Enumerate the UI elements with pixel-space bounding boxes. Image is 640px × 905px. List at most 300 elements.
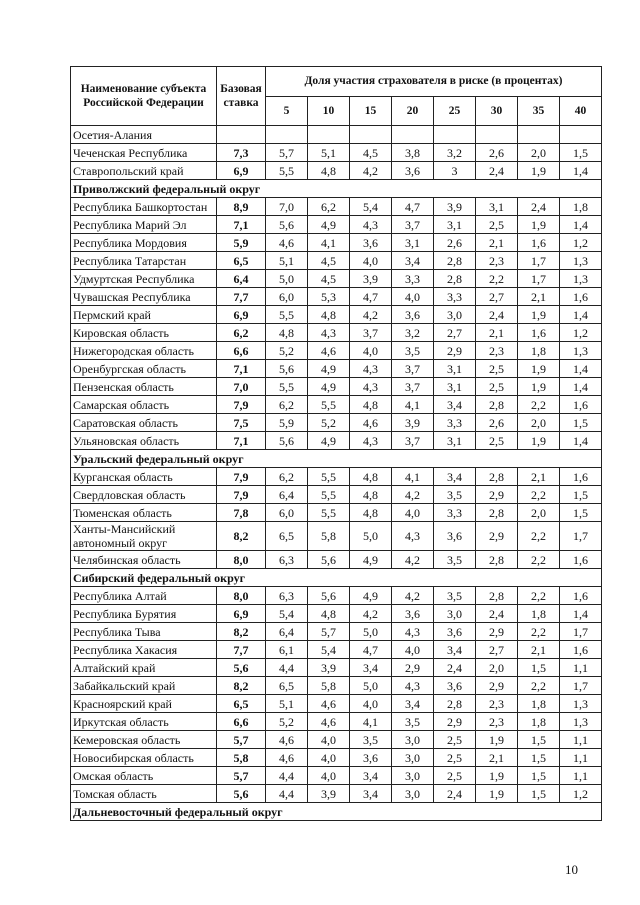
share-value-cell: 1,4: [560, 216, 602, 234]
region-name: Забайкальский край: [71, 677, 217, 695]
share-value-cell: 2,5: [434, 749, 476, 767]
share-value-cell: 2,5: [434, 731, 476, 749]
share-value-cell: 2,7: [476, 288, 518, 306]
region-name: Республика Алтай: [71, 587, 217, 605]
share-value-cell: 4,8: [350, 468, 392, 486]
share-value-cell: 1,4: [560, 306, 602, 324]
share-value-cell: 2,1: [518, 288, 560, 306]
region-name: Томская область: [71, 785, 217, 803]
share-value-cell: 4,0: [392, 504, 434, 522]
share-value-cell: 5,5: [308, 468, 350, 486]
region-name: Кемеровская область: [71, 731, 217, 749]
region-name: Пензенская область: [71, 378, 217, 396]
share-value-cell: 4,3: [392, 522, 434, 551]
share-value-cell: 1,1: [560, 731, 602, 749]
region-name: Республика Хакасия: [71, 641, 217, 659]
share-value-cell: 4,2: [350, 605, 392, 623]
share-value-cell: 2,2: [518, 623, 560, 641]
share-value-cell: 6,0: [266, 288, 308, 306]
share-value-cell: [434, 126, 476, 144]
share-value-cell: 3,0: [434, 306, 476, 324]
share-value-cell: 5,5: [266, 162, 308, 180]
share-value-cell: 6,5: [266, 677, 308, 695]
share-value-cell: 2,2: [518, 522, 560, 551]
share-value-cell: 2,8: [434, 270, 476, 288]
share-value-cell: 4,6: [308, 713, 350, 731]
share-value-cell: 2,4: [476, 162, 518, 180]
region-name: Ставропольский край: [71, 162, 217, 180]
region-name: Челябинская область: [71, 551, 217, 569]
base-rate-cell: 6,5: [217, 695, 266, 713]
table-row: [71, 378, 602, 396]
share-value-cell: 4,0: [350, 695, 392, 713]
share-value-cell: 1,1: [560, 767, 602, 785]
share-value-cell: 4,0: [308, 749, 350, 767]
district-name: Уральский федеральный округ: [71, 450, 602, 468]
region-name: Ханты-Мансийский автономный округ: [71, 522, 217, 551]
share-value-cell: 2,0: [518, 414, 560, 432]
share-value-cell: 3,1: [434, 432, 476, 450]
header-base-rate: Базовая ставка: [217, 67, 266, 126]
share-value-cell: 4,8: [266, 324, 308, 342]
base-rate-cell: 7,1: [217, 360, 266, 378]
share-value-cell: 1,8: [518, 713, 560, 731]
share-value-cell: 3,1: [434, 216, 476, 234]
base-rate-cell: 7,9: [217, 468, 266, 486]
share-value-cell: 4,8: [308, 306, 350, 324]
region-name: Удмуртская Республика: [71, 270, 217, 288]
share-value-cell: 5,4: [308, 641, 350, 659]
share-value-cell: 4,4: [266, 659, 308, 677]
share-value-cell: 1,6: [560, 288, 602, 306]
share-value-cell: 2,9: [476, 623, 518, 641]
share-value-cell: 4,7: [350, 641, 392, 659]
share-value-cell: [266, 126, 308, 144]
share-value-cell: 1,5: [560, 504, 602, 522]
header-share: 15: [350, 96, 392, 126]
base-rate-cell: 8,2: [217, 677, 266, 695]
share-value-cell: 3,3: [434, 288, 476, 306]
share-value-cell: 1,5: [518, 731, 560, 749]
share-value-cell: 3,5: [392, 342, 434, 360]
share-value-cell: 3,0: [392, 731, 434, 749]
page-number: 10: [565, 862, 578, 877]
share-value-cell: 5,1: [266, 695, 308, 713]
region-name: Республика Бурятия: [71, 605, 217, 623]
share-value-cell: 5,6: [266, 360, 308, 378]
share-value-cell: 2,9: [434, 713, 476, 731]
base-rate-cell: 6,9: [217, 162, 266, 180]
share-value-cell: 1,8: [518, 342, 560, 360]
table-row: [71, 767, 602, 785]
share-value-cell: 1,9: [476, 731, 518, 749]
table-row: [71, 659, 602, 677]
share-value-cell: 5,8: [308, 522, 350, 551]
share-value-cell: 4,8: [350, 486, 392, 504]
table-row: [71, 605, 602, 623]
share-value-cell: 2,4: [476, 306, 518, 324]
table-row: [71, 785, 602, 803]
table-row: [71, 216, 602, 234]
share-value-cell: 5,0: [350, 522, 392, 551]
table-row: [71, 731, 602, 749]
base-rate-cell: 5,8: [217, 749, 266, 767]
share-value-cell: 6,3: [266, 551, 308, 569]
base-rate-cell: 6,6: [217, 342, 266, 360]
share-value-cell: 3,6: [392, 162, 434, 180]
share-value-cell: 2,1: [476, 234, 518, 252]
region-name: Саратовская область: [71, 414, 217, 432]
share-value-cell: 1,7: [518, 270, 560, 288]
share-value-cell: 1,5: [518, 659, 560, 677]
share-value-cell: 2,8: [476, 551, 518, 569]
share-value-cell: 6,2: [308, 198, 350, 216]
share-value-cell: 2,1: [518, 641, 560, 659]
share-value-cell: 3,7: [392, 360, 434, 378]
table-row: [71, 234, 602, 252]
share-value-cell: 4,2: [392, 486, 434, 504]
share-value-cell: 5,5: [308, 504, 350, 522]
share-value-cell: 3,5: [392, 713, 434, 731]
region-name: Красноярский край: [71, 695, 217, 713]
base-rate-cell: 7,1: [217, 216, 266, 234]
share-value-cell: 1,6: [560, 551, 602, 569]
table-row: [71, 486, 602, 504]
table-row: [71, 198, 602, 216]
region-name: Свердловская область: [71, 486, 217, 504]
share-value-cell: 3,4: [392, 695, 434, 713]
share-value-cell: 3,5: [434, 587, 476, 605]
share-value-cell: 2,8: [476, 468, 518, 486]
share-value-cell: 2,6: [476, 414, 518, 432]
region-name: Нижегородская область: [71, 342, 217, 360]
district-row: [71, 803, 602, 821]
base-rate-cell: 6,6: [217, 713, 266, 731]
share-value-cell: 4,8: [350, 396, 392, 414]
header-share-group: Доля участия страхователя в риске (в процентах): [266, 67, 602, 97]
share-value-cell: 2,5: [476, 432, 518, 450]
share-value-cell: 5,5: [266, 378, 308, 396]
share-value-cell: 1,5: [560, 414, 602, 432]
share-value-cell: 2,4: [434, 785, 476, 803]
share-value-cell: 1,6: [560, 587, 602, 605]
share-value-cell: 3,2: [392, 324, 434, 342]
share-value-cell: 3,6: [392, 605, 434, 623]
share-value-cell: 2,2: [518, 396, 560, 414]
share-value-cell: 2,7: [434, 324, 476, 342]
share-value-cell: 5,6: [308, 587, 350, 605]
share-value-cell: 4,1: [308, 234, 350, 252]
share-value-cell: 2,5: [476, 360, 518, 378]
share-value-cell: 1,5: [518, 749, 560, 767]
share-value-cell: 5,6: [266, 216, 308, 234]
share-value-cell: 4,8: [350, 504, 392, 522]
share-value-cell: 1,7: [560, 677, 602, 695]
share-value-cell: 3,2: [434, 144, 476, 162]
share-value-cell: 1,9: [518, 378, 560, 396]
share-value-cell: 5,3: [308, 288, 350, 306]
share-value-cell: 2,3: [476, 252, 518, 270]
share-value-cell: 1,6: [560, 396, 602, 414]
base-rate-cell: 8,9: [217, 198, 266, 216]
district-name: Приволжский федеральный округ: [71, 180, 602, 198]
share-value-cell: 4,2: [392, 587, 434, 605]
share-value-cell: 2,4: [518, 198, 560, 216]
share-value-cell: 4,6: [350, 414, 392, 432]
share-value-cell: 3,7: [350, 324, 392, 342]
share-value-cell: 2,8: [476, 504, 518, 522]
share-value-cell: 1,4: [560, 162, 602, 180]
share-value-cell: 4,3: [308, 324, 350, 342]
base-rate-cell: [217, 126, 266, 144]
share-value-cell: 1,3: [560, 342, 602, 360]
share-value-cell: 4,4: [266, 785, 308, 803]
share-value-cell: 4,3: [350, 216, 392, 234]
table-body: [71, 126, 602, 821]
share-value-cell: 5,2: [266, 713, 308, 731]
share-value-cell: 6,4: [266, 486, 308, 504]
share-value-cell: 1,6: [560, 641, 602, 659]
share-value-cell: 5,5: [266, 306, 308, 324]
share-value-cell: 2,8: [476, 396, 518, 414]
share-value-cell: 1,7: [560, 522, 602, 551]
share-value-cell: 1,2: [560, 234, 602, 252]
share-value-cell: 2,3: [476, 713, 518, 731]
share-value-cell: 3,1: [392, 234, 434, 252]
share-value-cell: 5,6: [308, 551, 350, 569]
share-value-cell: 1,9: [518, 216, 560, 234]
share-value-cell: 4,6: [266, 731, 308, 749]
share-value-cell: 7,0: [266, 198, 308, 216]
base-rate-cell: 7,0: [217, 378, 266, 396]
table-row: [71, 162, 602, 180]
region-name: Иркутская область: [71, 713, 217, 731]
share-value-cell: 3,4: [350, 767, 392, 785]
share-value-cell: 4,6: [308, 695, 350, 713]
share-value-cell: 2,5: [476, 216, 518, 234]
share-value-cell: 3,9: [308, 785, 350, 803]
share-value-cell: 4,9: [308, 432, 350, 450]
header-share: 20: [392, 96, 434, 126]
base-rate-cell: 7,1: [217, 432, 266, 450]
share-value-cell: 3,9: [434, 198, 476, 216]
table-row: [71, 522, 602, 551]
share-value-cell: 1,4: [560, 432, 602, 450]
share-value-cell: 3,4: [350, 785, 392, 803]
share-value-cell: 1,3: [560, 713, 602, 731]
share-value-cell: 3,6: [434, 522, 476, 551]
share-value-cell: 3,4: [350, 659, 392, 677]
share-value-cell: 1,5: [518, 767, 560, 785]
region-name: Республика Марий Эл: [71, 216, 217, 234]
share-value-cell: 3,7: [392, 216, 434, 234]
share-value-cell: 3,0: [434, 605, 476, 623]
share-value-cell: 3,6: [350, 749, 392, 767]
share-value-cell: 5,1: [308, 144, 350, 162]
share-value-cell: 2,8: [434, 252, 476, 270]
share-value-cell: 2,1: [518, 468, 560, 486]
share-value-cell: 3,1: [476, 198, 518, 216]
share-value-cell: 1,4: [560, 605, 602, 623]
base-rate-cell: 8,2: [217, 522, 266, 551]
share-value-cell: 4,9: [350, 587, 392, 605]
share-value-cell: 5,4: [350, 198, 392, 216]
share-value-cell: 5,0: [350, 623, 392, 641]
rates-table: [70, 66, 602, 821]
header-share: 25: [434, 96, 476, 126]
base-rate-cell: 8,0: [217, 551, 266, 569]
region-name: Кировская область: [71, 324, 217, 342]
table-row: [71, 414, 602, 432]
table-row: [71, 252, 602, 270]
share-value-cell: 2,1: [476, 324, 518, 342]
base-rate-cell: 5,7: [217, 767, 266, 785]
share-value-cell: 1,5: [560, 486, 602, 504]
share-value-cell: 3,6: [434, 623, 476, 641]
share-value-cell: 4,7: [392, 198, 434, 216]
region-name: Осетия-Алания: [71, 126, 217, 144]
share-value-cell: 5,2: [266, 342, 308, 360]
share-value-cell: 6,0: [266, 504, 308, 522]
share-value-cell: 4,6: [308, 342, 350, 360]
share-value-cell: 2,5: [434, 767, 476, 785]
share-value-cell: 3,5: [434, 551, 476, 569]
share-value-cell: 4,0: [392, 641, 434, 659]
district-name: Сибирский федеральный округ: [71, 569, 602, 587]
table-row: [71, 144, 602, 162]
share-value-cell: [392, 126, 434, 144]
share-value-cell: 3,3: [434, 504, 476, 522]
share-value-cell: 2,8: [476, 587, 518, 605]
share-value-cell: 1,2: [560, 785, 602, 803]
share-value-cell: 2,2: [476, 270, 518, 288]
share-value-cell: 2,2: [518, 486, 560, 504]
share-value-cell: 2,0: [518, 144, 560, 162]
share-value-cell: 4,3: [350, 378, 392, 396]
share-value-cell: 3,6: [434, 677, 476, 695]
share-value-cell: 4,2: [392, 551, 434, 569]
base-rate-cell: 5,7: [217, 731, 266, 749]
header-row-top: [71, 67, 602, 97]
table-row: [71, 677, 602, 695]
share-value-cell: 1,1: [560, 659, 602, 677]
region-name: Тюменская область: [71, 504, 217, 522]
share-value-cell: 5,2: [308, 414, 350, 432]
share-value-cell: 4,6: [266, 749, 308, 767]
share-value-cell: 1,6: [560, 468, 602, 486]
table-row: [71, 623, 602, 641]
region-name: Республика Татарстан: [71, 252, 217, 270]
share-value-cell: 6,2: [266, 396, 308, 414]
share-value-cell: 3,9: [308, 659, 350, 677]
share-value-cell: 4,9: [308, 378, 350, 396]
share-value-cell: 3,0: [392, 785, 434, 803]
table-row: [71, 695, 602, 713]
share-value-cell: 5,8: [308, 677, 350, 695]
base-rate-cell: 7,8: [217, 504, 266, 522]
share-value-cell: 5,6: [266, 432, 308, 450]
share-value-cell: 4,0: [308, 731, 350, 749]
table-row: [71, 396, 602, 414]
table-row: [71, 342, 602, 360]
share-value-cell: 5,1: [266, 252, 308, 270]
share-value-cell: 3,9: [392, 414, 434, 432]
base-rate-cell: 6,5: [217, 252, 266, 270]
share-value-cell: 1,8: [560, 198, 602, 216]
region-name: Оренбургская область: [71, 360, 217, 378]
district-name: Дальневосточный федеральный округ: [71, 803, 602, 821]
share-value-cell: 3,7: [392, 378, 434, 396]
base-rate-cell: 5,6: [217, 659, 266, 677]
share-value-cell: 4,0: [350, 252, 392, 270]
region-name: Курганская область: [71, 468, 217, 486]
share-value-cell: 6,3: [266, 587, 308, 605]
share-value-cell: 1,5: [518, 785, 560, 803]
share-value-cell: 2,9: [476, 522, 518, 551]
share-value-cell: 4,3: [392, 623, 434, 641]
share-value-cell: 4,0: [308, 767, 350, 785]
share-value-cell: 3,4: [434, 468, 476, 486]
table-row: [71, 713, 602, 731]
base-rate-cell: 5,6: [217, 785, 266, 803]
share-value-cell: 2,2: [518, 587, 560, 605]
share-value-cell: 3,1: [434, 360, 476, 378]
share-value-cell: 4,5: [350, 144, 392, 162]
share-value-cell: 1,5: [560, 144, 602, 162]
share-value-cell: 4,1: [392, 468, 434, 486]
share-value-cell: 3,1: [434, 378, 476, 396]
region-name: Республика Мордовия: [71, 234, 217, 252]
table-row: [71, 468, 602, 486]
share-value-cell: 1,1: [560, 749, 602, 767]
share-value-cell: 3,7: [392, 432, 434, 450]
share-value-cell: 1,4: [560, 360, 602, 378]
base-rate-cell: 7,5: [217, 414, 266, 432]
share-value-cell: 2,0: [518, 504, 560, 522]
region-name: Пермский край: [71, 306, 217, 324]
share-value-cell: 2,5: [476, 378, 518, 396]
share-value-cell: 1,7: [518, 252, 560, 270]
share-value-cell: 5,4: [266, 605, 308, 623]
share-value-cell: 1,6: [518, 324, 560, 342]
share-value-cell: 2,6: [476, 144, 518, 162]
share-value-cell: 3,3: [392, 270, 434, 288]
share-value-cell: 3,6: [392, 306, 434, 324]
share-value-cell: 2,1: [476, 749, 518, 767]
share-value-cell: 2,6: [434, 234, 476, 252]
region-name: Республика Тыва: [71, 623, 217, 641]
header-share: 5: [266, 96, 308, 126]
base-rate-cell: 7,7: [217, 288, 266, 306]
share-value-cell: 1,3: [560, 252, 602, 270]
share-value-cell: 4,8: [308, 605, 350, 623]
table-row: [71, 324, 602, 342]
share-value-cell: [476, 126, 518, 144]
share-value-cell: 6,4: [266, 623, 308, 641]
share-value-cell: 5,0: [350, 677, 392, 695]
share-value-cell: 1,9: [518, 306, 560, 324]
share-value-cell: 6,2: [266, 468, 308, 486]
share-value-cell: 3,0: [392, 749, 434, 767]
share-value-cell: 1,8: [518, 605, 560, 623]
share-value-cell: 1,6: [518, 234, 560, 252]
base-rate-cell: 6,9: [217, 605, 266, 623]
base-rate-cell: 7,3: [217, 144, 266, 162]
share-value-cell: 1,9: [476, 785, 518, 803]
share-value-cell: 4,3: [392, 677, 434, 695]
share-value-cell: 5,5: [308, 486, 350, 504]
share-value-cell: 4,0: [392, 288, 434, 306]
